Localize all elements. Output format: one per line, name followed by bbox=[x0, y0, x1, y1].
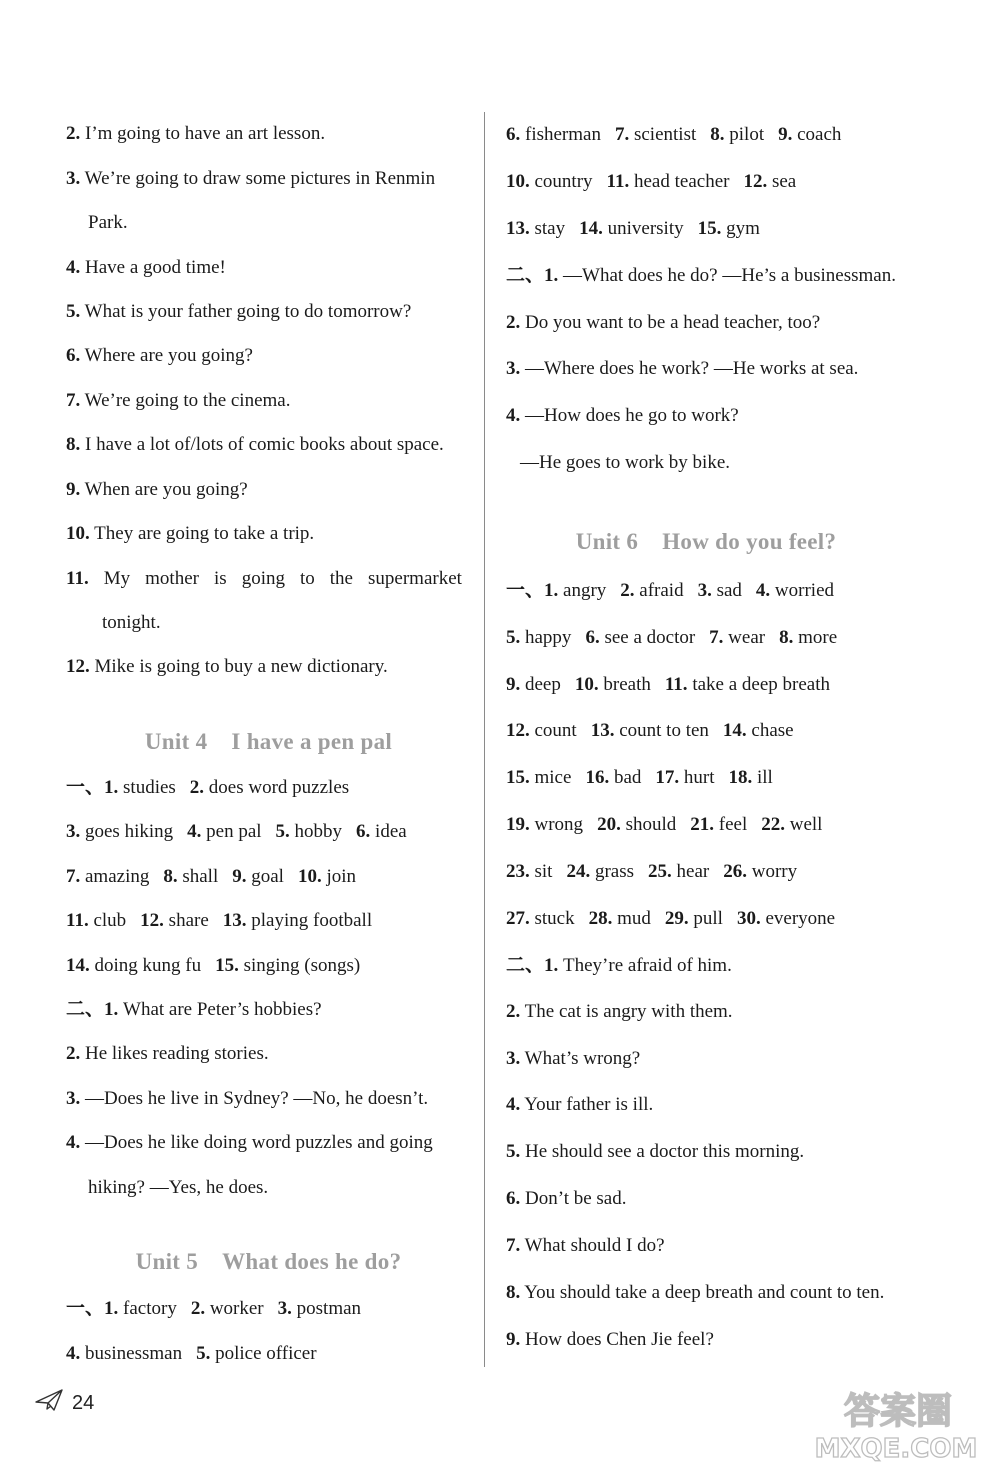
vocab-row: 15. mice 16. bad 17. hurt 18. ill bbox=[506, 767, 773, 788]
sentence-line: 6. Don’t be sad. bbox=[506, 1188, 627, 1209]
vocab-row: 5. happy 6. see a doctor 7. wear 8. more bbox=[506, 627, 838, 648]
vocab-row: 19. wrong 20. should 21. feel 22. well bbox=[506, 814, 823, 835]
vocab-row: 23. sit 24. grass 25. hear 26. worry bbox=[506, 861, 798, 882]
answer-line: 2. I’m going to have an art lesson. bbox=[66, 123, 326, 144]
answer-line: 10. They are going to take a trip. bbox=[66, 523, 315, 544]
sentence-line: 4. —Does he like doing word puzzles and going bbox=[66, 1132, 433, 1153]
answer-line: 11. My mother is going to the supermarket bbox=[66, 568, 462, 589]
unit-5-title: Unit 5 What does he do? bbox=[135, 1249, 402, 1274]
sentence-line: 3. —Does he live in Sydney? —No, he doesn’t. bbox=[66, 1088, 429, 1109]
answer-line: 5. What is your father going to do tomorrow? bbox=[66, 301, 412, 322]
sentence-line: 8. You should take a deep breath and count to ten. bbox=[506, 1282, 885, 1303]
sentence-line: 2. He likes reading stories. bbox=[66, 1043, 269, 1064]
sentence-line: 3. —Where does he work? —He works at sea. bbox=[506, 358, 859, 379]
answer-line: 4. Have a good time! bbox=[66, 257, 226, 278]
vocab-row: 11. club 12. share 13. playing football bbox=[66, 910, 373, 931]
unit-6-title: Unit 6 How do you feel? bbox=[575, 529, 837, 554]
column-divider bbox=[484, 112, 485, 1367]
answer-line-continuation: Park. bbox=[88, 212, 128, 233]
vocab-row: 一、1. angry 2. afraid 3. sad 4. worried bbox=[506, 580, 835, 601]
vocab-row: 一、1. studies 2. does word puzzles bbox=[66, 777, 350, 798]
vocab-row: 12. count 13. count to ten 14. chase bbox=[506, 720, 794, 741]
sentence-line: 5. He should see a doctor this morning. bbox=[506, 1141, 805, 1162]
vocab-row: 13. stay 14. university 15. gym bbox=[506, 218, 760, 239]
answer-line-continuation: tonight. bbox=[102, 612, 161, 633]
watermark-logo-text: 答案圈 bbox=[843, 1391, 953, 1432]
answer-line: 3. We’re going to draw some pictures in Renmin bbox=[66, 168, 436, 189]
sentence-line: 二、1. What are Peter’s hobbies? bbox=[66, 999, 322, 1020]
vocab-row: 10. country 11. head teacher 12. sea bbox=[506, 171, 797, 192]
vocab-row: 一、1. factory 2. worker 3. postman bbox=[66, 1298, 362, 1319]
sentence-line: 2. The cat is angry with them. bbox=[506, 1001, 733, 1022]
vocab-row: 6. fisherman 7. scientist 8. pilot 9. coach bbox=[506, 124, 842, 145]
answer-line: 12. Mike is going to buy a new dictionary. bbox=[66, 656, 388, 677]
vocab-row: 14. doing kung fu 15. singing (songs) bbox=[66, 955, 361, 976]
paper-plane-icon bbox=[34, 1388, 64, 1418]
page-footer bbox=[34, 1388, 94, 1418]
answer-line: 8. I have a lot of/lots of comic books about space. bbox=[66, 434, 444, 455]
unit-4-title: Unit 4 I have a pen pal bbox=[144, 729, 393, 754]
vocab-row: 9. deep 10. breath 11. take a deep breath bbox=[506, 674, 830, 695]
answer-line: 7. We’re going to the cinema. bbox=[66, 390, 291, 411]
sentence-line: 3. What’s wrong? bbox=[506, 1048, 641, 1069]
sentence-line: 4. Your father is ill. bbox=[506, 1094, 654, 1115]
page-number: 24 bbox=[72, 1391, 95, 1414]
sentence-line: 9. How does Chen Jie feel? bbox=[506, 1329, 714, 1350]
vocab-row: 27. stuck 28. mud 29. pull 30. everyone bbox=[506, 908, 836, 929]
watermark-logo bbox=[790, 1383, 990, 1465]
sentence-line: 4. —How does he go to work? bbox=[506, 405, 739, 426]
sentence-line: 2. Do you want to be a head teacher, too? bbox=[506, 312, 821, 333]
sentence-line: 二、1. —What does he do? —He’s a businessman. bbox=[506, 265, 896, 286]
answer-line: 6. Where are you going? bbox=[66, 345, 253, 366]
answer-line: 9. When are you going? bbox=[66, 479, 248, 500]
vocab-row: 4. businessman 5. police officer bbox=[66, 1343, 317, 1364]
sentence-line: 7. What should I do? bbox=[506, 1235, 665, 1256]
sentence-line-continuation: hiking? —Yes, he does. bbox=[88, 1177, 269, 1198]
vocab-row: 7. amazing 8. shall 9. goal 10. join bbox=[66, 866, 357, 887]
watermark-url: MXQE.COM bbox=[814, 1434, 978, 1464]
vocab-row: 3. goes hiking 4. pen pal 5. hobby 6. idea bbox=[66, 821, 407, 842]
sentence-line: 二、1. They’re afraid of him. bbox=[506, 955, 732, 976]
sentence-line-continuation: —He goes to work by bike. bbox=[520, 452, 731, 473]
